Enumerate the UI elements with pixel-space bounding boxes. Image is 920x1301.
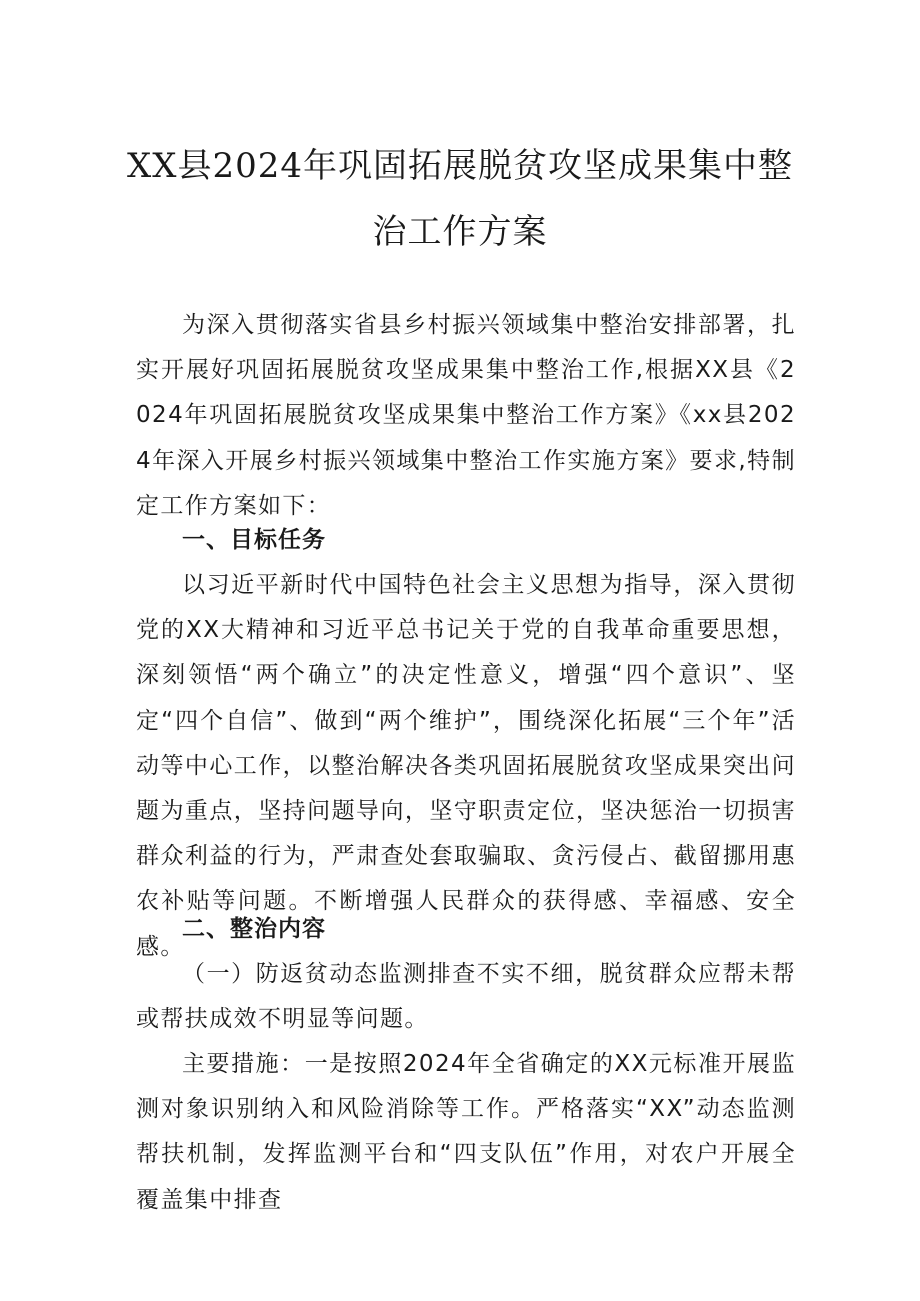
section-2-heading-block [136,907,796,952]
section-2-measures-block [136,1042,796,1223]
section-2-heading: 二、整治内容 [182,916,326,942]
section-1-heading-block [136,518,796,563]
section-2-item-1: （一）防返贫动态监测排查不实不细，脱贫群众应帮未帮或帮扶成效不明显等问题。 [136,961,796,1033]
section-1-paragraph: 以习近平新时代中国特色社会主义思想为指导，深入贯彻党的XX大精神和习近平总书记关于党的自我革命重要思想，深刻领悟“两个确立”的决定性意义，增强“四个意识”、坚定“四个自信”、做到“两个维护”，围绕深化拓展“三个年”活动等中心工作，以整治解决各类巩固拓展脱贫攻坚成果突出问题为重点，坚持问题导向，坚守职责定位，坚决惩治一切损害群众利益的行为，严肃查处套取骗取、贪污侵占、截留挪用惠农补贴等问题。不断增强人民群众的获得感、幸福感、安全感。 [136,572,796,960]
section-2-measures: 主要措施：一是按照2024年全省确定的XX元标准开展监测对象识别纳入和风险消除等工作。严格落实“XX”动态监测帮扶机制，发挥监测平台和“四支队伍”作用，对农户开展全覆盖集中排查 [136,1051,796,1213]
section-2-item-1-block [136,952,796,1042]
document-title-line-1: XX县2024年巩固拓展脱贫攻坚成果集中整 [127,146,793,186]
document-title-line-2: 治工作方案 [372,212,548,252]
intro-paragraph: 为深入贯彻落实省县乡村振兴领域集中整治安排部署，扎实开展好巩固拓展脱贫攻坚成果集中整治工作,根据XX县《2024年巩固拓展脱贫攻坚成果集中整治工作方案》《xx县2024年深入开展乡村振兴领域集中整治工作实施方案》要求,特制定工作方案如下： [136,312,796,519]
intro-block [136,303,796,529]
section-1-heading: 一、目标任务 [182,527,326,553]
